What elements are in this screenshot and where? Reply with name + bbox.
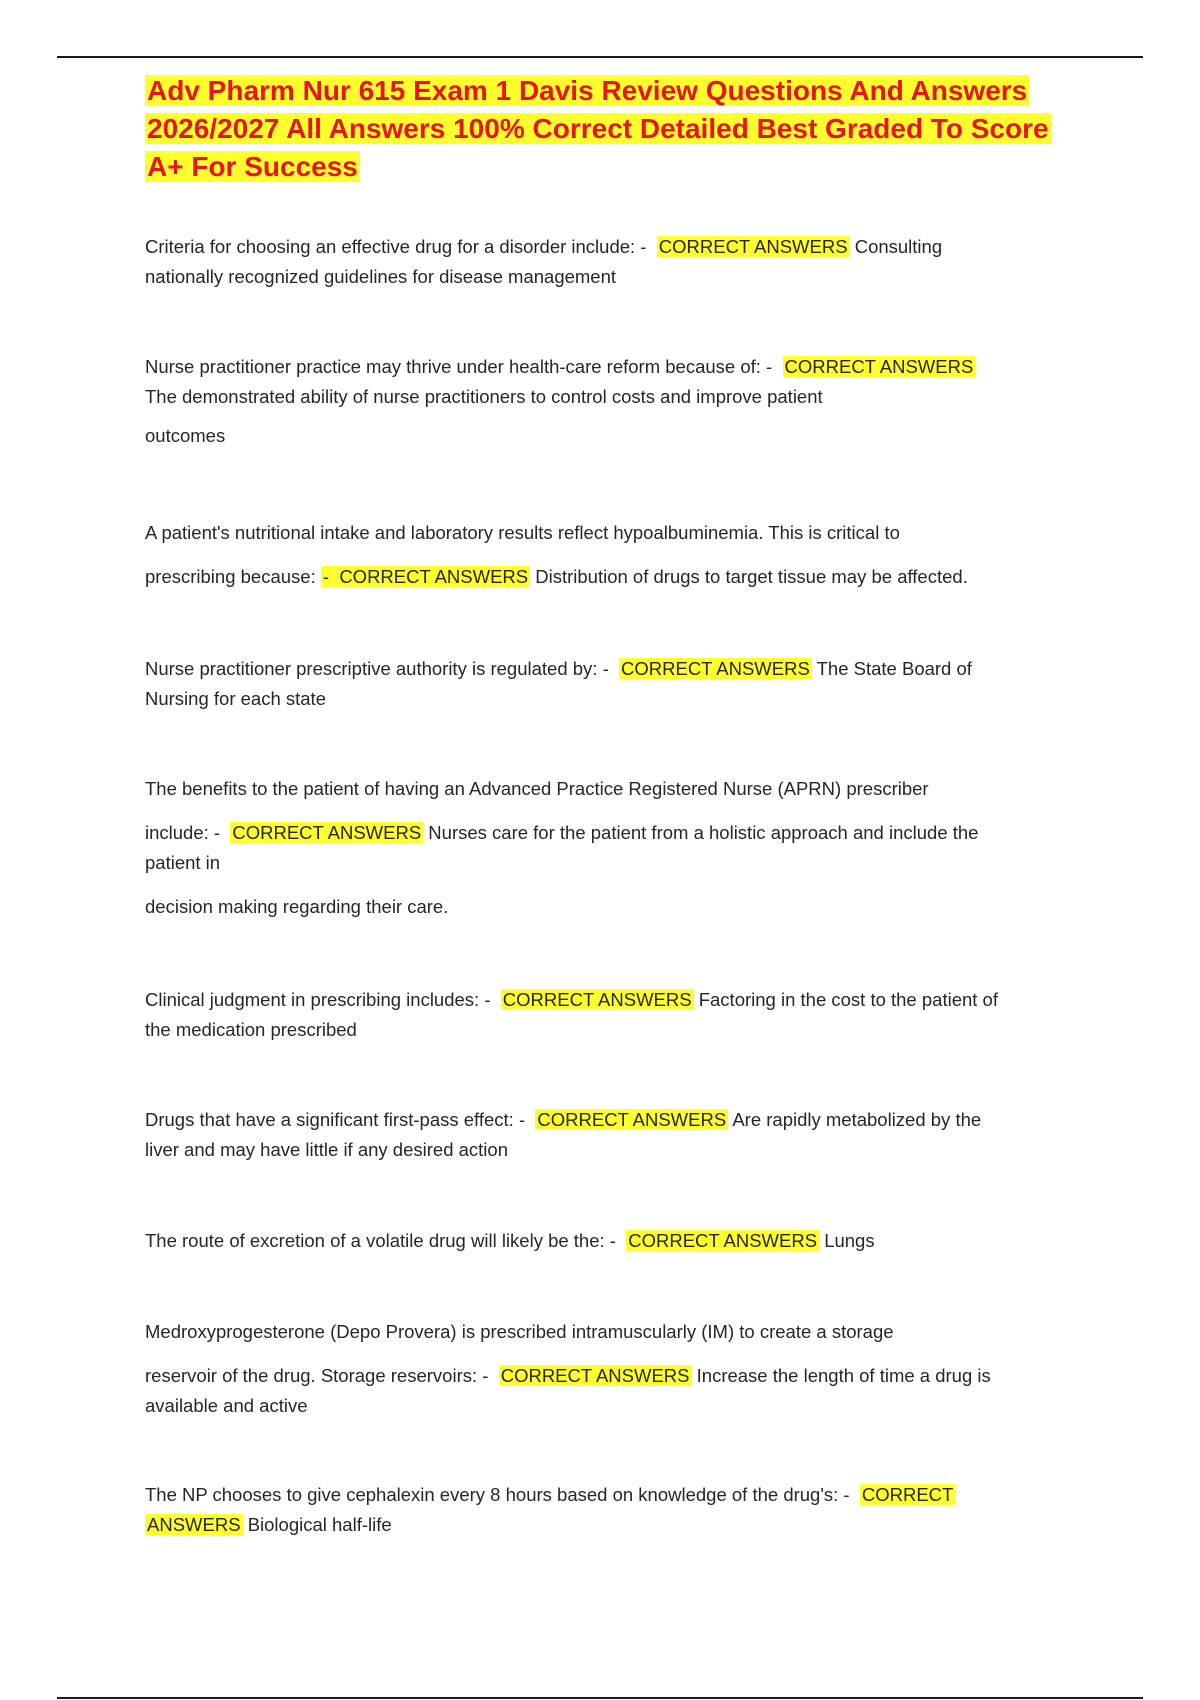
answer-text: outcomes — [145, 425, 226, 446]
answer-text: Nurses care for the patient from a holistic approach and include the — [428, 822, 979, 843]
answer-text: Factoring in the cost to the patient of — [698, 989, 998, 1010]
qa-item-4 — [145, 654, 1065, 714]
question-text: prescribing because: — [145, 566, 316, 587]
answer-text: Distribution of drugs to target tissue may be affected. — [535, 566, 968, 587]
bottom-rule — [57, 1697, 1143, 1699]
correct-answers-label: CORRECT ANSWERS — [502, 989, 692, 1010]
qa-item-7 — [145, 1105, 1065, 1165]
top-rule — [57, 56, 1143, 58]
answer-text: nationally recognized guidelines for disease management — [145, 266, 617, 287]
correct-answers-label: CORRECT ANSWERS — [339, 566, 529, 587]
page-title — [145, 72, 1065, 186]
answer-text: Consulting — [854, 236, 943, 257]
question-text: Nurse practitioner practice may thrive under health-care reform because of: - — [145, 356, 773, 377]
answer-text: decision making regarding their care. — [145, 896, 449, 917]
question-text: reservoir of the drug. Storage reservoirs: - — [145, 1365, 489, 1386]
question-text: include: - — [145, 822, 221, 843]
correct-answers-label: CORRECT ANSWERS — [500, 1365, 690, 1386]
correct-answers-label: CORRECT ANSWERS — [621, 658, 810, 679]
qa-item-9 — [145, 1317, 1065, 1421]
correct-answers-label: CORRECT ANSWERS — [784, 356, 974, 377]
question-text: Clinical judgment in prescribing includes: - — [145, 989, 491, 1010]
qa-item-1 — [145, 232, 1065, 292]
page-title-text: Adv Pharm Nur 615 Exam 1 Davis Review Questions And Answers 2026/2027 All Answers 100% Correct Detailed Best Graded To Score A+ For Success — [147, 75, 1049, 182]
question-text: Criteria for choosing an effective drug for a disorder include: - — [145, 236, 647, 257]
answer-text: available and active — [145, 1395, 308, 1416]
qa-item-5 — [145, 774, 1065, 922]
correct-answers-label: CORRECT ANSWERS — [537, 1109, 727, 1130]
dash-mark: - — [322, 566, 330, 587]
qa-item-6 — [145, 985, 1065, 1045]
answer-text: Are rapidly metabolized by the — [732, 1109, 982, 1130]
question-text: Medroxyprogesterone (Depo Provera) is prescribed intramuscularly (IM) to create a storage — [145, 1321, 894, 1342]
qa-item-8 — [145, 1226, 1065, 1256]
answer-text: Nursing for each state — [145, 688, 326, 709]
answer-text: Increase the length of time a drug is — [696, 1365, 991, 1386]
qa-item-10 — [145, 1480, 1065, 1540]
question-text: The NP chooses to give cephalexin every 8 hours based on knowledge of the drug's: - — [145, 1484, 850, 1505]
answer-text: The State Board of — [816, 658, 972, 679]
answer-text: Lungs — [824, 1230, 875, 1251]
correct-answers-label: CORRECT ANSWERS — [628, 1230, 818, 1251]
question-text: The benefits to the patient of having an Advanced Practice Registered Nurse (APRN) prescriber — [145, 778, 929, 799]
answer-text: the medication prescribed — [145, 1019, 357, 1040]
answer-text: liver and may have little if any desired action — [145, 1139, 508, 1160]
qa-item-3 — [145, 518, 1065, 592]
answer-text: Biological half-life — [247, 1514, 392, 1535]
question-text: Nurse practitioner prescriptive authority is regulated by: - — [145, 658, 609, 679]
correct-answers-label-part2: ANSWERS — [147, 1514, 241, 1535]
correct-answers-label-part1: CORRECT — [861, 1484, 954, 1505]
answer-text: The demonstrated ability of nurse practitioners to control costs and improve patient — [145, 386, 823, 407]
answer-text: patient in — [145, 852, 221, 873]
question-text: The route of excretion of a volatile drug will likely be the: - — [145, 1230, 616, 1251]
question-text: A patient's nutritional intake and laboratory results reflect hypoalbuminemia. This is critical to — [145, 522, 900, 543]
correct-answers-label: CORRECT ANSWERS — [232, 822, 422, 843]
correct-answers-label: CORRECT ANSWERS — [658, 236, 848, 257]
question-text: Drugs that have a significant first-pass effect: - — [145, 1109, 526, 1130]
qa-item-2 — [145, 352, 1065, 458]
